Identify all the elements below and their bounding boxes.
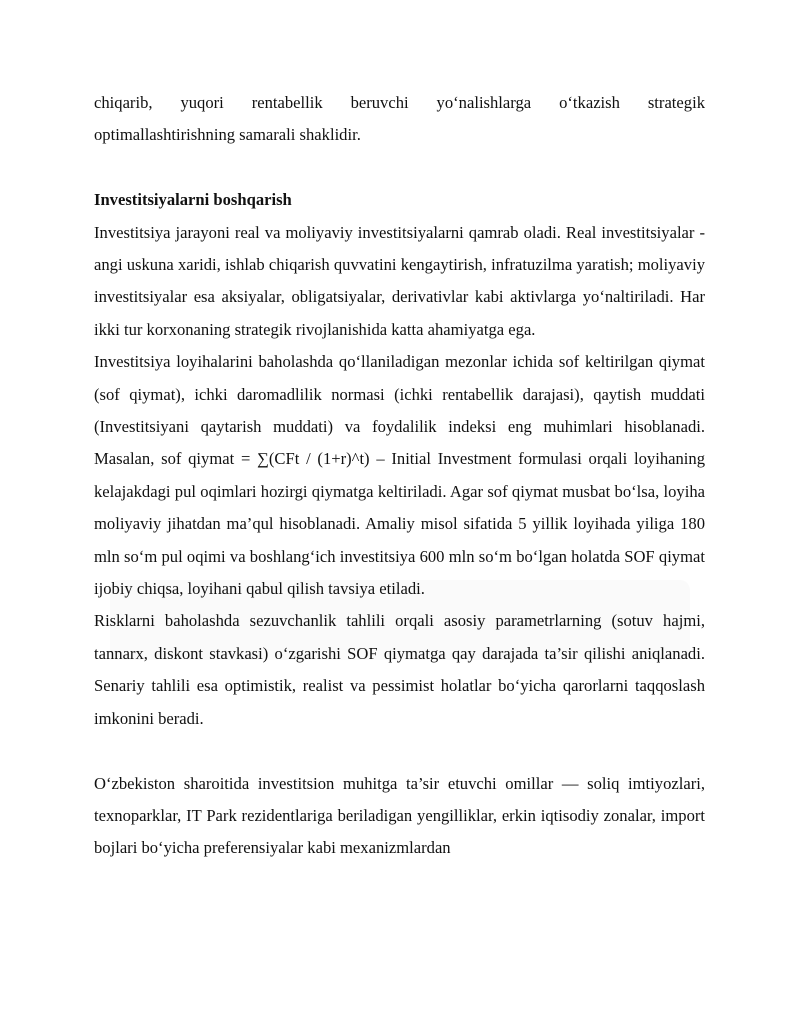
section-heading: Investitsiyalarni boshqarish [94,190,292,210]
paragraph-spacer [94,735,705,767]
uzbekistan-environment-paragraph: O‘zbekiston sharoitida investitsion muhitga ta’sir etuvchi omillar — soliq imtiyozlari, texnoparklar, IT Park rezidentlariga beriladigan yengilliklar, erkin iqtisodiy zonalar, import bojlari bo‘yicha preferensiyalar kabi mexanizmlardan [94,773,705,858]
evaluation-criteria-paragraph: Investitsiya loyihalarini baholashda qo‘llaniladigan mezonlar ichida sof keltirilgan qiymat (sof qiymat), ichki daromadlilik normasi (ichki rentabellik darajasi), qaytish muddati (Investitsiyani qaytarish muddati) va foydalilik indeksi eng muhimlari hisoblanadi. Masalan, sof qiymat = ∑(CFt / (1+r)^t) – Initial Investment formulasi orqali loyihaning kelajakdagi pul oqimlari hozirgi qiymatga keltiriladi. Agar sof qiymat musbat bo‘lsa, loyiha moliyaviy jihatdan ma’qul hisoblanadi. Amaliy misol sifatida 5 yillik loyihada yiliga 180 mln so‘m pul oqimi va boshlang‘ich investitsiya 600 mln so‘m bo‘lgan holatda SOF qiymat ijobiy chiqsa, loyihani qabul qilish tavsiya etiladi. [94,352,705,599]
document-page [94,87,705,865]
intro-paragraph: chiqarib, yuqori rentabellik beruvchi yo‘nalishlarga o‘tkazish strategik optimallashtirishning samarali shaklidir. [94,93,705,145]
paragraph-spacer [94,152,705,184]
risk-assessment-paragraph: Risklarni baholashda sezuvchanlik tahlili orqali asosiy parametrlarning (sotuv hajmi, tannarx, diskont stavkasi) o‘zgarishi SOF qiymatga qay darajada ta’sir qilishi aniqlanadi. Senariy tahlili esa optimistik, realist va pessimist holatlar bo‘yicha qarorlarni taqqoslash imkonini beradi. [94,611,705,728]
investment-types-paragraph: Investitsiya jarayoni real va moliyaviy investitsiyalarni qamrab oladi. Real investitsiyalar - angi uskuna xaridi, ishlab chiqarish quvvatini kengaytirish, infratuzilma yaratish; moliyaviy investitsiyalar esa aksiyalar, obligatsiyalar, derivativlar kabi aktivlarga yo‘naltiriladi. Har ikki tur korxonaning strategik rivojlanishida katta ahamiyatga ega. [94,222,705,339]
